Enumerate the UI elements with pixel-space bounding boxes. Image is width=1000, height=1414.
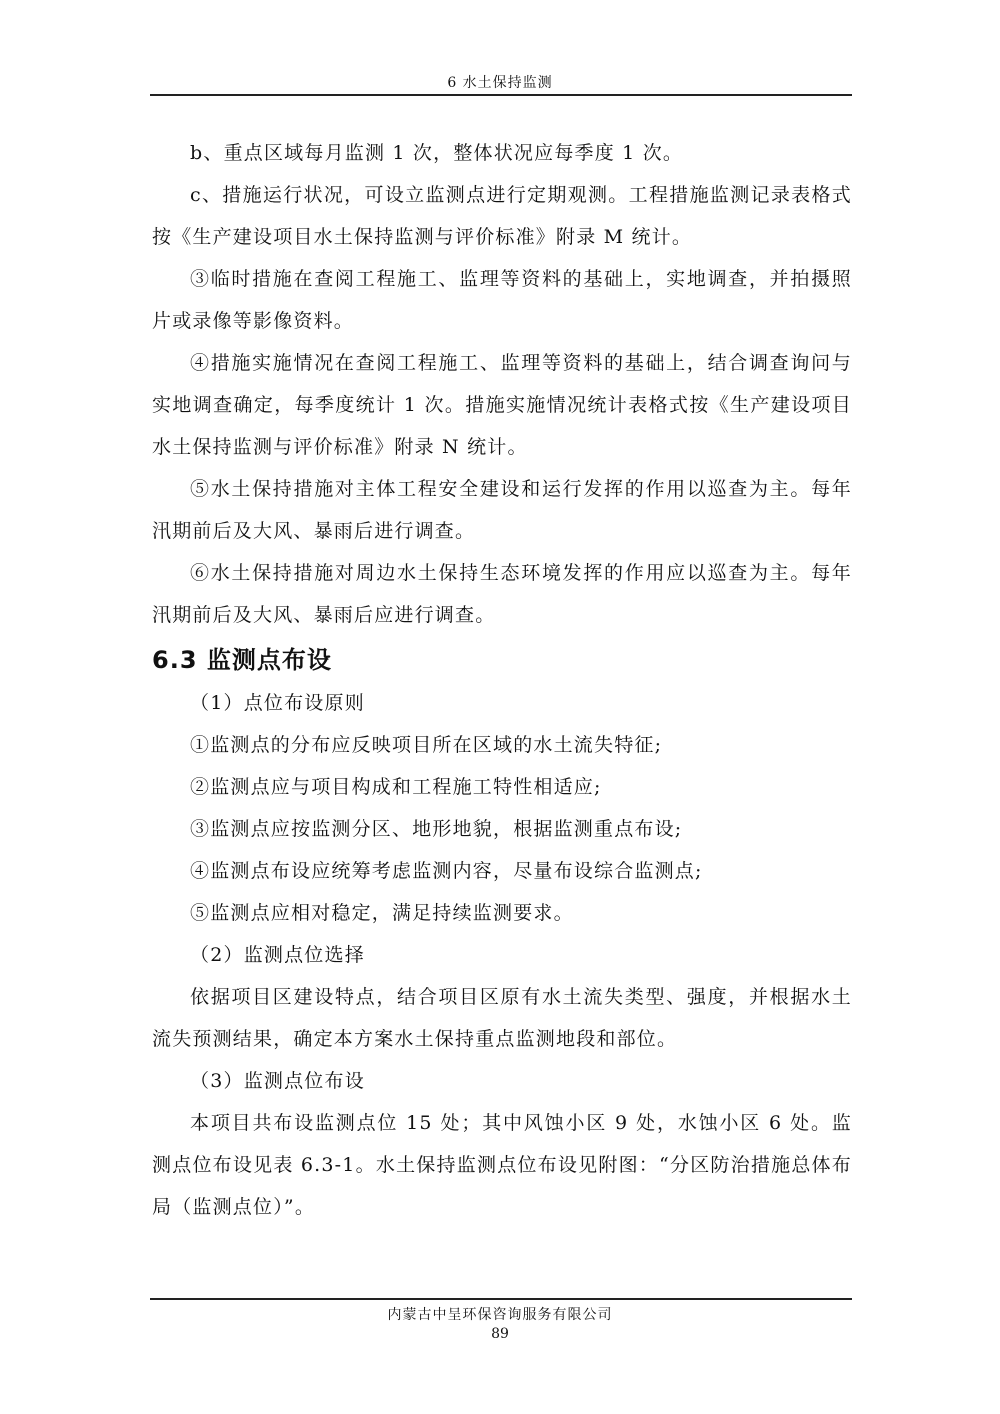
subheading: （3）监测点位布设 bbox=[190, 1070, 365, 1092]
list-item: ④监测点布设应统筹考虑监测内容，尽量布设综合监测点; bbox=[190, 860, 703, 882]
paragraph: 本项目共布设监测点位 15 处；其中风蚀小区 9 处，水蚀小区 6 处。监测点位布设见表 6.3-1。水土保持监测点位布设见附图：“分区防治措施总体布局（监测点位）”。 bbox=[152, 1112, 852, 1218]
paragraph: ⑥水土保持措施对周边水土保持生态环境发挥的作用应以巡查为主。每年汛期前后及大风、暴雨后应进行调查。 bbox=[152, 562, 852, 626]
page-number: 89 bbox=[491, 1326, 509, 1342]
paragraph: c、措施运行状况，可设立监测点进行定期观测。工程措施监测记录表格式按《生产建设项目水土保持监测与评价标准》附录 M 统计。 bbox=[152, 184, 852, 248]
paragraph: ③临时措施在查阅工程施工、监理等资料的基础上，实地调查，并拍摄照片或录像等影像资料。 bbox=[152, 268, 852, 332]
list-item: ③监测点应按监测分区、地形地貌，根据监测重点布设; bbox=[190, 818, 683, 840]
section-heading: 6.3 监测点布设 bbox=[152, 646, 332, 674]
subheading: （2）监测点位选择 bbox=[190, 944, 365, 966]
footer-divider bbox=[150, 1298, 852, 1300]
paragraph: ⑤水土保持措施对主体工程安全建设和运行发挥的作用以巡查为主。每年汛期前后及大风、暴雨后进行调查。 bbox=[152, 478, 852, 542]
paragraph: ④措施实施情况在查阅工程施工、监理等资料的基础上，结合调查询问与实地调查确定，每季度统计 1 次。措施实施情况统计表格式按《生产建设项目水土保持监测与评价标准》附录 N 统计。 bbox=[152, 352, 852, 458]
paragraph: b、重点区域每月监测 1 次，整体状况应每季度 1 次。 bbox=[190, 142, 684, 164]
list-item: ①监测点的分布应反映项目所在区域的水土流失特征; bbox=[190, 734, 663, 756]
header-divider bbox=[150, 94, 852, 96]
running-header: 6 水土保持监测 bbox=[447, 75, 553, 91]
paragraph: 依据项目区建设特点，结合项目区原有水土流失类型、强度，并根据水土流失预测结果，确定本方案水土保持重点监测地段和部位。 bbox=[152, 986, 852, 1050]
list-item: ②监测点应与项目构成和工程施工特性相适应; bbox=[190, 776, 602, 798]
page-body bbox=[152, 132, 852, 1228]
footer-organization: 内蒙古中呈环保咨询服务有限公司 bbox=[387, 1307, 613, 1323]
list-item: ⑤监测点应相对稳定，满足持续监测要求。 bbox=[190, 902, 574, 924]
subheading: （1）点位布设原则 bbox=[190, 692, 365, 714]
